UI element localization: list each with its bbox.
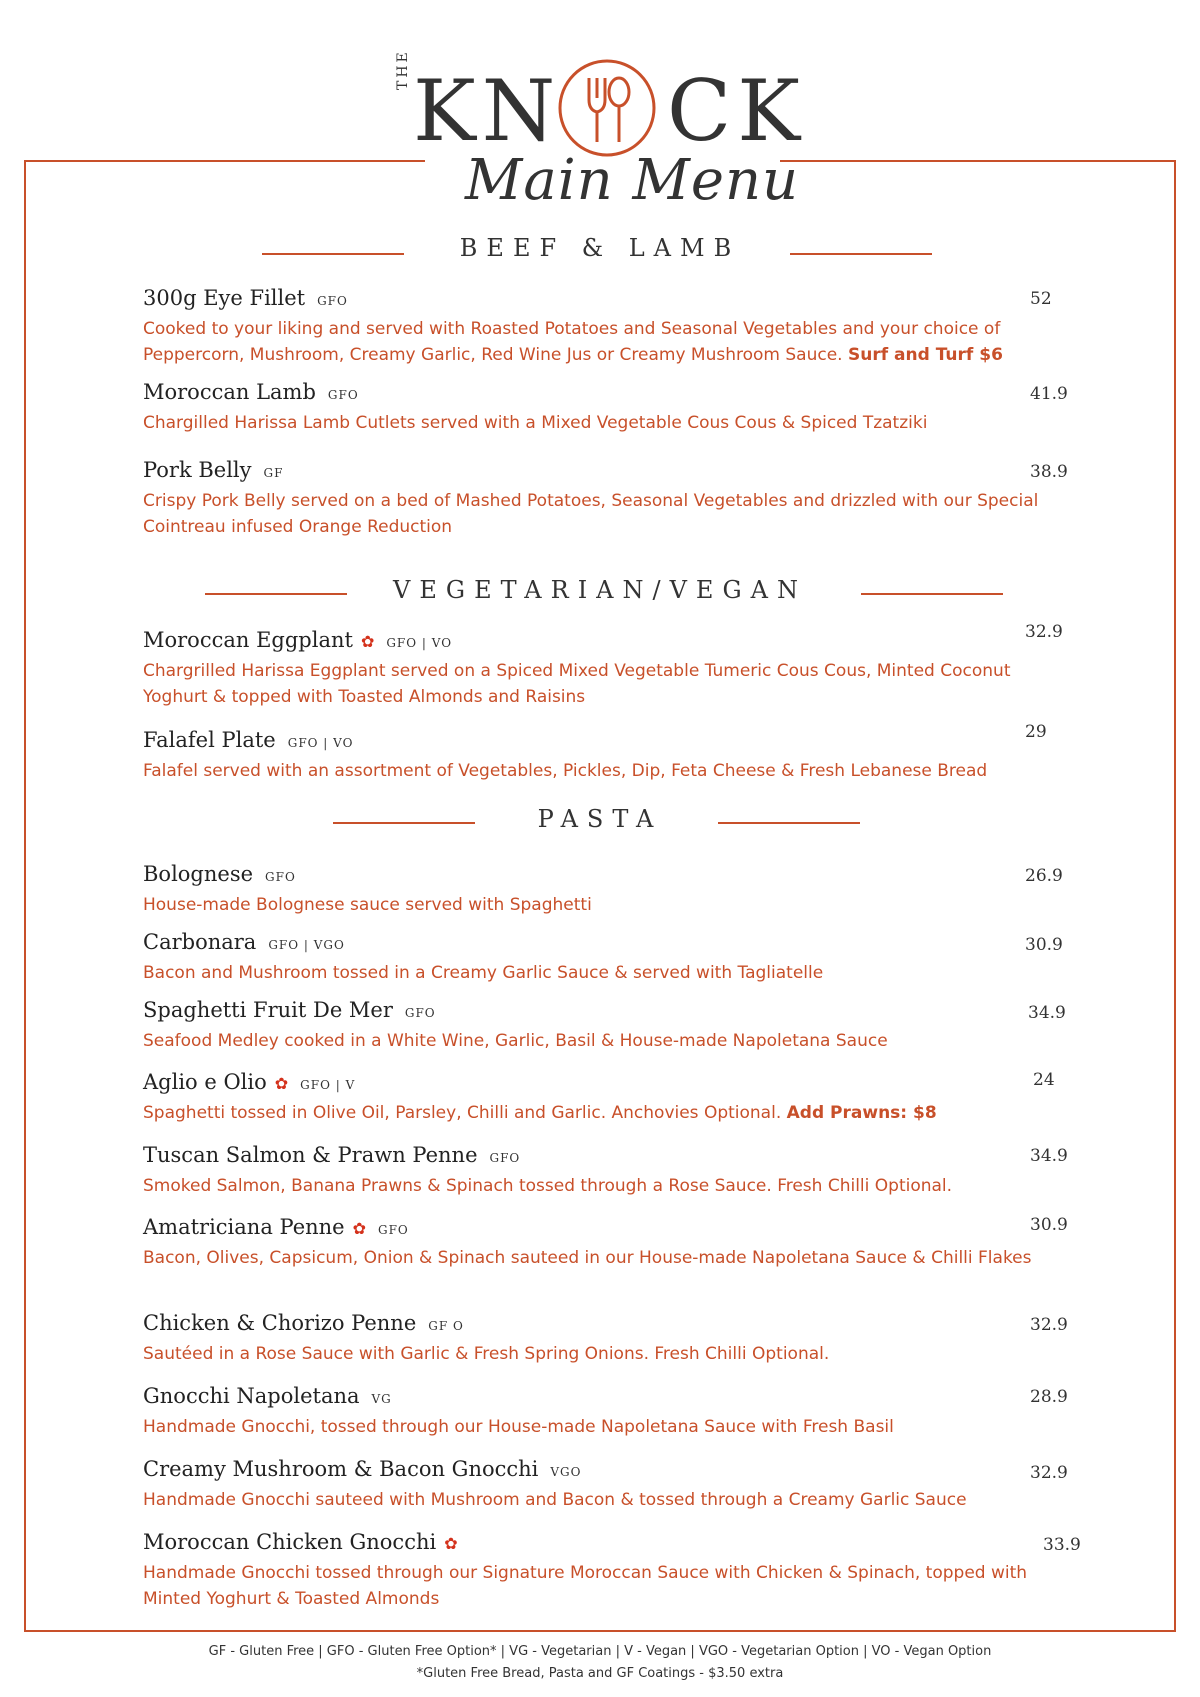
item-name: Amatriciana Penne <box>143 1215 345 1239</box>
item-price: 32.9 <box>1030 1463 1068 1483</box>
chili-icon: ✿ <box>274 1074 289 1093</box>
item-price: 34.9 <box>1030 1146 1068 1166</box>
menu-item <box>143 1457 1043 1513</box>
menu-item <box>143 862 1043 918</box>
item-price: 24 <box>1033 1070 1055 1090</box>
item-price: 26.9 <box>1025 866 1063 886</box>
item-description: Spaghetti tossed in Olive Oil, Parsley, Chilli and Garlic. Anchovies Optional. <box>143 1103 782 1123</box>
item-name: 300g Eye Fillet <box>143 286 306 310</box>
item-extra: Surf and Turf $6 <box>848 345 1003 365</box>
item-name: Falafel Plate <box>143 728 276 752</box>
dietary-tag: GF <box>263 466 284 480</box>
item-name: Moroccan Lamb <box>143 380 316 404</box>
item-description: Cooked to your liking and served with Roasted Potatoes and Seasonal Vegetables and your choice of Peppercorn, Mushroom, Creamy Garlic, Red Wine Jus or Creamy Mushroom Sauce. <box>143 319 1001 365</box>
item-description: Handmade Gnocchi tossed through our Signature Moroccan Sauce with Chicken & Spinach, topped with Minted Yoghurt & Toasted Almonds <box>143 1563 1028 1609</box>
chili-icon: ✿ <box>352 1219 367 1238</box>
menu-item <box>143 1530 1043 1612</box>
logo-word-right: CK <box>667 62 807 160</box>
item-price: 33.9 <box>1043 1535 1081 1555</box>
dietary-tag: GFO <box>489 1151 521 1165</box>
item-price: 34.9 <box>1028 1003 1066 1023</box>
item-description: Chargrilled Harissa Eggplant served on a Spiced Mixed Vegetable Tumeric Cous Cous, Minted Coconut Yoghurt & topped with Toasted Almonds and Raisins <box>143 661 1011 707</box>
item-name: Gnocchi Napoletana <box>143 1384 360 1408</box>
item-price: 52 <box>1030 289 1052 309</box>
dietary-tag: GFO | VO <box>287 736 354 750</box>
dietary-legend: GF - Gluten Free | GFO - Gluten Free Option* | VG - Vegetarian | V - Vegan | VGO - Vegetarian Option | VO - Vegan Option <box>208 1644 992 1659</box>
item-description: Smoked Salmon, Banana Prawns & Spinach tossed through a Rose Sauce. Fresh Chilli Optional. <box>143 1176 953 1196</box>
item-name: Spaghetti Fruit De Mer <box>143 998 393 1022</box>
dietary-tag: GFO <box>265 870 296 884</box>
dietary-tag: GFO <box>327 388 359 402</box>
item-price: 30.9 <box>1025 935 1063 955</box>
item-name: Moroccan Chicken Gnocchi <box>143 1530 437 1554</box>
item-name: Bolognese <box>143 862 254 886</box>
dietary-tag: VGO <box>550 1465 582 1479</box>
item-description: Handmade Gnocchi sauteed with Mushroom and Bacon & tossed through a Creamy Garlic Sauce <box>143 1490 967 1510</box>
menu-item <box>143 728 1043 784</box>
item-price: 28.9 <box>1030 1387 1068 1407</box>
menu-item <box>143 1070 1043 1126</box>
dietary-tag: GFO | VO <box>386 636 453 650</box>
menu-item <box>143 1215 1043 1271</box>
menu-item <box>143 930 1043 986</box>
item-name: Aglio e Olio <box>143 1070 267 1094</box>
item-description: Chargilled Harissa Lamb Cutlets served with a Mixed Vegetable Cous Cous & Spiced Tzatziki <box>143 413 928 433</box>
item-description: Sautéed in a Rose Sauce with Garlic & Fresh Spring Onions. Fresh Chilli Optional. <box>143 1344 830 1364</box>
section-title-veg: VEGETARIAN/VEGAN <box>393 576 807 604</box>
menu-item <box>143 1143 1043 1199</box>
item-name: Carbonara <box>143 930 257 954</box>
dietary-tag: VG <box>371 1392 392 1406</box>
menu-item <box>143 380 1043 436</box>
item-price: 41.9 <box>1030 384 1068 404</box>
item-name: Pork Belly <box>143 458 252 482</box>
dietary-tag: GFO <box>378 1223 409 1237</box>
item-description: House-made Bolognese sauce served with Spaghetti <box>143 895 592 915</box>
dietary-tag: GFO | V <box>300 1078 356 1092</box>
item-price: 30.9 <box>1030 1215 1068 1235</box>
item-description: Falafel served with an assortment of Vegetables, Pickles, Dip, Feta Cheese & Fresh Lebanese Bread <box>143 761 988 781</box>
item-description: Bacon, Olives, Capsicum, Onion & Spinach sauteed in our House-made Napoletana Sauce & Chilli Flakes <box>143 1248 1032 1268</box>
menu-item <box>143 458 1043 540</box>
item-price: 32.9 <box>1025 622 1063 642</box>
item-price: 32.9 <box>1030 1315 1068 1335</box>
dietary-tag: GFO <box>404 1006 436 1020</box>
item-price: 29 <box>1025 722 1047 742</box>
menu-item <box>143 628 1043 710</box>
chili-icon: ✿ <box>360 632 375 651</box>
item-name: Moroccan Eggplant <box>143 628 353 652</box>
item-description: Handmade Gnocchi, tossed through our House-made Napoletana Sauce with Fresh Basil <box>143 1417 894 1437</box>
section-title-beef: BEEF & LAMB <box>459 234 741 262</box>
dietary-tag: GFO | VGO <box>268 938 345 952</box>
item-name: Creamy Mushroom & Bacon Gnocchi <box>143 1457 539 1481</box>
item-name: Tuscan Salmon & Prawn Penne <box>143 1143 478 1167</box>
menu-item <box>143 1384 1043 1440</box>
item-description: Seafood Medley cooked in a White Wine, Garlic, Basil & House-made Napoletana Sauce <box>143 1031 888 1051</box>
item-description: Crispy Pork Belly served on a bed of Mashed Potatoes, Seasonal Vegetables and drizzled with our Special Cointreau infused Orange Reduction <box>143 491 1039 537</box>
gluten-free-note: *Gluten Free Bread, Pasta and GF Coatings - $3.50 extra <box>416 1666 784 1681</box>
item-extra: Add Prawns: $8 <box>786 1103 937 1123</box>
logo-word-left: KN <box>413 62 562 160</box>
chili-icon: ✿ <box>444 1534 458 1553</box>
item-price: 38.9 <box>1030 462 1068 482</box>
restaurant-logo <box>395 48 807 213</box>
fork-spoon-icon <box>555 56 659 160</box>
dietary-tag: GF O <box>428 1319 464 1333</box>
item-name: Chicken & Chorizo Penne <box>143 1311 417 1335</box>
menu-item <box>143 998 1043 1054</box>
item-description: Bacon and Mushroom tossed in a Creamy Garlic Sauce & served with Tagliatelle <box>143 963 824 983</box>
logo-the: THE <box>395 49 411 90</box>
dietary-tag: GFO <box>317 294 348 308</box>
menu-subtitle: Main Menu <box>465 148 800 213</box>
section-title-pasta: PASTA <box>537 805 663 833</box>
menu-item <box>143 1311 1043 1367</box>
menu-item <box>143 286 1043 368</box>
